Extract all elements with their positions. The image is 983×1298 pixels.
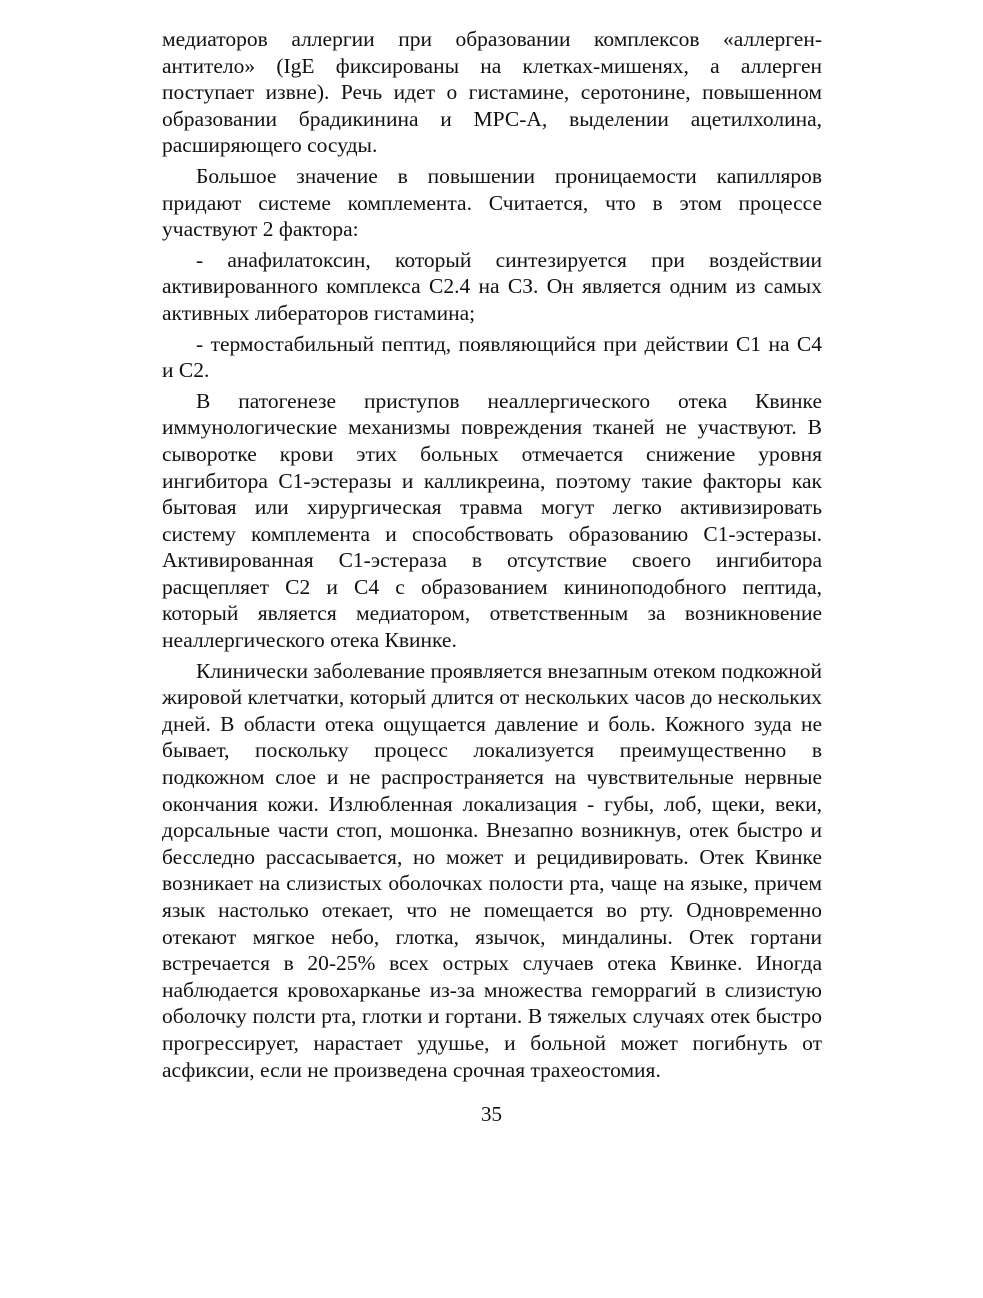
page-number: 35	[481, 1102, 502, 1126]
page-body	[162, 26, 822, 1087]
paragraph-clinical-presentation: Клинически заболевание проявляется внезапным отеком подкожной жировой клетчатки, который длится от нескольких часов до нескольких дней. В области отека ощущается давление и боль. Кожного зуда не бывает, поскольку процесс локализуется преимущественно в подкожном слое и не распространяется на чувствительные нервные окончания кожи. Излюбленная локализация - губы, лоб, щеки, веки, дорсальные части стоп, мошонка. Внезапно возникнув, отек быстро и бесследно рассасывается, но может и рецидивировать. Отек Квинке возникает на слизистых оболочках полости рта, чаще на языке, причем язык настолько отекает, что не помещается во рту. Одновременно отекают мягкое небо, глотка, язычок, миндалины. Отек гортани встречается в 20-25% всех острых случаев отека Квинке. Иногда наблюдается кровохарканье из-за множества геморрагий в слизистую оболочку полсти рта, глотки и гортани. В тяжелых случаях отек быстро прогрессирует, нарастает удушье, и больной может погибнуть от асфиксии, если не произведена срочная трахеостомия.	[162, 658, 822, 1082]
paragraph-pathogenesis: В патогенезе приступов неаллергического отека Квинке иммунологические механизмы повреждения тканей не участвуют. В сыворотке крови этих больных отмечается снижение уровня ингибитора С1-эстеразы и калликреина, поэтому такие факторы как бытовая или хирургическая травма могут легко активизировать систему комплемента и способствовать образованию С1-эстеразы. Активированная С1-эстераза в отсутствие своего ингибитора расщепляет С2 и С4 с образованием кининоподобного пептида, который является медиатором, ответственным за возникновение неаллергического отека Квинке.	[162, 388, 822, 653]
paragraph-continuation: медиаторов аллергии при образовании комплексов «аллерген-антитело» (IgE фиксированы на клетках-мишенях, а аллерген поступает извне). Речь идет о гистамине, серотонине, повышенном образовании брадикинина и МРС-А, выделении ацетилхолина, расширяющего сосуды.	[162, 27, 822, 158]
list-item-anaphylatoxin: - анафилатоксин, который синтезируется при воздействии активированного комплекса С2.4 на СЗ. Он является одним из самых активных либераторов гистамина;	[162, 247, 822, 325]
paragraph-complement-system: Большое значение в повышении проницаемости капилляров придают системе комплемента. Считается, что в этом процессе участвуют 2 фактора:	[162, 163, 822, 242]
list-item-thermostable-peptide: - термостабильный пептид, появляющийся при действии С1 на С4 и С2.	[162, 331, 822, 383]
